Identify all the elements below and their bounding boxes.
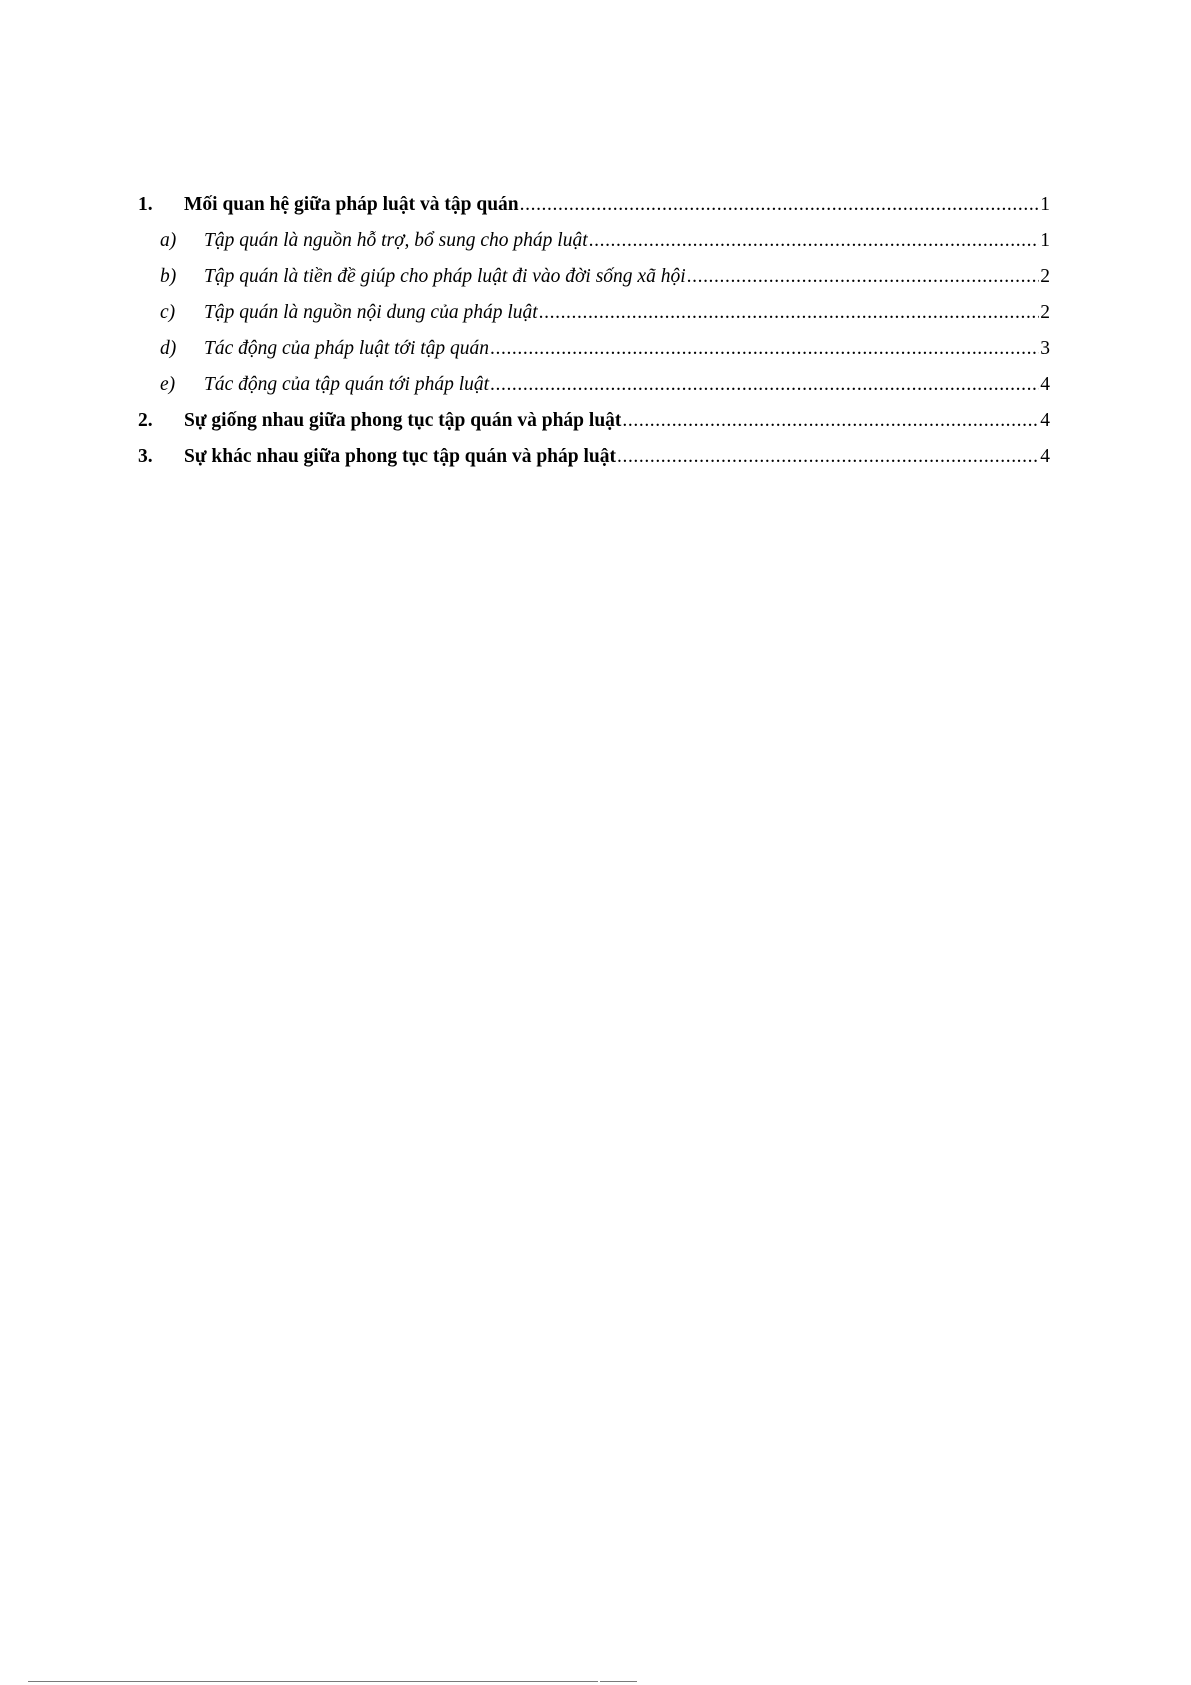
- toc-entry-title: Tác động của pháp luật tới tập quán: [204, 338, 490, 359]
- toc-entry-title: Tác động của tập quán tới pháp luật: [204, 374, 490, 395]
- toc-page-number: 3: [1040, 338, 1050, 359]
- toc-dot-leader: [490, 331, 1039, 367]
- toc-dot-leader: [490, 367, 1039, 403]
- toc-entry-number: e): [160, 374, 176, 395]
- toc-entry-2[interactable]: [138, 403, 1050, 439]
- toc-entry-1[interactable]: [138, 187, 1050, 223]
- toc-dot-leader: [539, 295, 1040, 331]
- toc-entry-1e[interactable]: [138, 367, 1050, 403]
- toc-entry-1b[interactable]: [138, 259, 1050, 295]
- toc-dot-leader: [622, 403, 1039, 439]
- page-bottom-rule: [28, 1681, 598, 1682]
- toc-entry-number: c): [160, 302, 176, 323]
- toc-entry-number: 2.: [138, 410, 153, 431]
- toc-entry-1c[interactable]: [138, 295, 1050, 331]
- toc-entry-number: 1.: [138, 194, 153, 215]
- toc-entry-1d[interactable]: [138, 331, 1050, 367]
- toc-dot-leader: [617, 439, 1039, 475]
- toc-entry-title: Sự khác nhau giữa phong tục tập quán và pháp luật: [184, 446, 616, 467]
- toc-entry-title: Tập quán là nguồn nội dung của pháp luật: [204, 302, 538, 323]
- table-of-contents: [138, 187, 1050, 475]
- toc-page-number: 2: [1040, 302, 1050, 323]
- toc-entry-number: d): [160, 338, 177, 359]
- toc-entry-number: a): [160, 230, 177, 251]
- toc-entry-number: 3.: [138, 446, 153, 467]
- toc-entry-1a[interactable]: [138, 223, 1050, 259]
- toc-entry-number: b): [160, 266, 177, 287]
- toc-page-number: 1: [1040, 230, 1050, 251]
- toc-entry-title: Tập quán là nguồn hỗ trợ, bổ sung cho pháp luật: [204, 230, 588, 251]
- toc-entry-title: Tập quán là tiền đề giúp cho pháp luật đi vào đời sống xã hội: [204, 266, 686, 287]
- page-bottom-rule-segment: [600, 1681, 637, 1682]
- toc-page-number: 1: [1040, 194, 1050, 215]
- toc-dot-leader: [589, 223, 1040, 259]
- toc-dot-leader: [687, 259, 1040, 295]
- toc-page-number: 4: [1040, 410, 1050, 431]
- toc-entry-3[interactable]: [138, 439, 1050, 475]
- toc-entry-title: Sự giống nhau giữa phong tục tập quán và pháp luật: [184, 410, 622, 431]
- toc-page-number: 4: [1040, 446, 1050, 467]
- toc-entry-title: Mối quan hệ giữa pháp luật và tập quán: [184, 194, 519, 215]
- toc-page-number: 2: [1040, 266, 1050, 287]
- toc-page-number: 4: [1040, 374, 1050, 395]
- toc-dot-leader: [520, 187, 1040, 223]
